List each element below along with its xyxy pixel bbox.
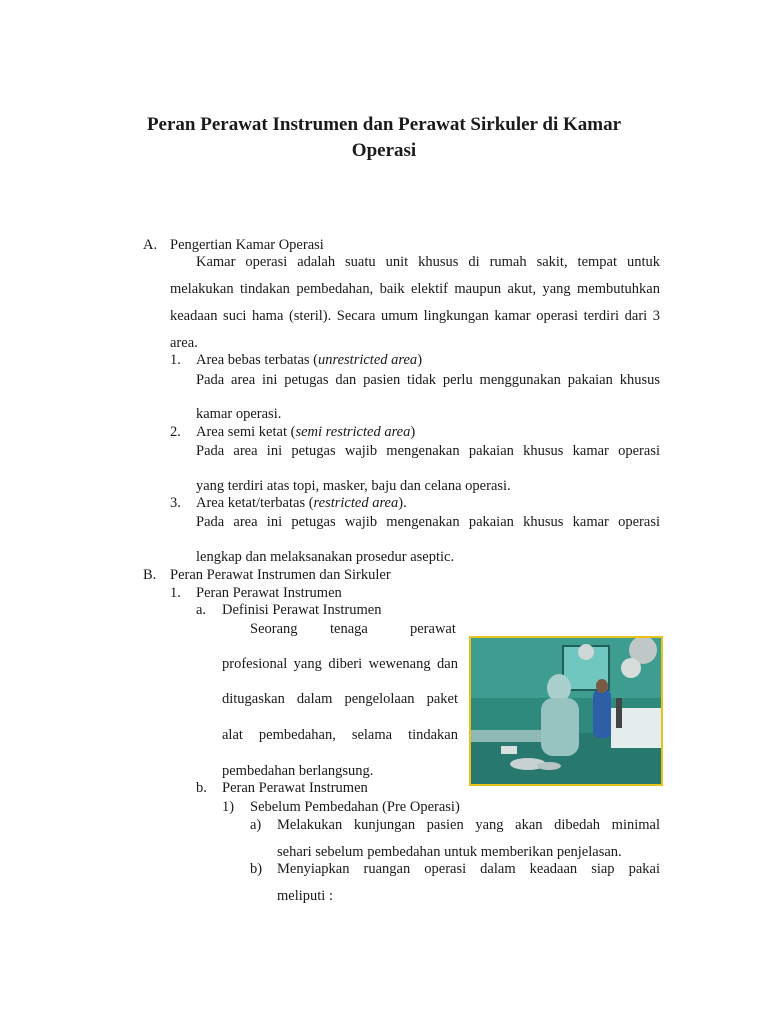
section-a-heading: Pengertian Kamar Operasi [170,237,324,253]
section-a-para-line3: keadaan suci hama (steril). Secara umum lingkungan kamar operasi terdiri dari 3 [170,308,660,324]
step-item-a-line1: Melakukan kunjungan pasien yang akan dibedah minimal [277,817,660,833]
definition-line2: profesional yang diberi wewenang dan [222,656,458,672]
area-item-2-desc-line1: Pada area ini petugas wajib mengenakan pakaian khusus kamar operasi [196,443,660,459]
definition-line4: alat pembedahan, selama tindakan [222,727,458,743]
subitem-a-label: Definisi Perawat Instrumen [222,602,382,618]
area-item-2-label: Area semi ketat (semi restricted area) [196,424,416,440]
definition-line5: pembedahan berlangsung. [222,763,374,779]
subitem-b-marker: b. [196,780,207,796]
subitem-a-marker: a. [196,602,207,618]
step-1-marker: 1) [222,799,235,815]
section-a-para-line4: area. [170,335,198,351]
area-item-1-number: 1. [170,352,181,368]
step-item-a-marker: a) [250,817,262,833]
area-item-1-desc-line2: kamar operasi. [196,406,282,422]
area-item-3-term: restricted area [313,495,399,511]
definition-word-2: tenaga [330,621,368,637]
area-item-1-term: unrestricted area [317,352,418,368]
section-a-para-line2: melakukan tindakan pembedahan, baik elektif maupun akut, yang membutuhkan [170,281,660,297]
area-item-1-label: Area bebas terbatas (unrestricted area) [196,352,423,368]
section-b-marker: B. [143,567,157,583]
section-b-heading: Peran Perawat Instrumen dan Sirkuler [170,567,391,583]
area-item-2-term: semi restricted area [295,424,411,440]
area-item-3-desc-line2: lengkap dan melaksanakan prosedur aseptic. [196,549,455,565]
area-item-3-desc-line1: Pada area ini petugas wajib mengenakan pakaian khusus kamar operasi [196,514,660,530]
step-item-b-marker: b) [250,861,263,877]
step-1-label: Sebelum Pembedahan (Pre Operasi) [250,799,460,815]
subitem-b-label: Peran Perawat Instrumen [222,780,368,796]
document-title-line1: Peran Perawat Instrumen dan Perawat Sirkuler di Kamar [146,114,622,135]
step-item-a-line2: sehari sebelum pembedahan untuk memberikan penjelasan. [277,844,622,860]
operating-room-photo [469,636,663,786]
operating-room-photo-image [471,638,661,784]
area-item-3-number: 3. [170,495,181,511]
area-item-1-desc-line1: Pada area ini petugas dan pasien tidak perlu menggunakan pakaian khusus [196,372,660,388]
subsection-1-number: 1. [170,585,181,601]
definition-word-1: Seorang [250,621,298,637]
section-a-marker: A. [143,237,158,253]
document-title-line2: Operasi [351,140,417,161]
area-item-2-number: 2. [170,424,181,440]
step-item-b-line1: Menyiapkan ruangan operasi dalam keadaan siap pakai [277,861,660,877]
subsection-1-label: Peran Perawat Instrumen [196,585,342,601]
definition-word-3: perawat [410,621,456,637]
step-item-b-line2: meliputi : [277,888,333,904]
area-item-2-desc-line2: yang terdiri atas topi, masker, baju dan celana operasi. [196,478,511,494]
area-item-3-label: Area ketat/terbatas (restricted area). [196,495,407,511]
section-a-para-line1: Kamar operasi adalah suatu unit khusus di rumah sakit, tempat untuk [196,254,660,270]
definition-line3: ditugaskan dalam pengelolaan paket [222,691,458,707]
